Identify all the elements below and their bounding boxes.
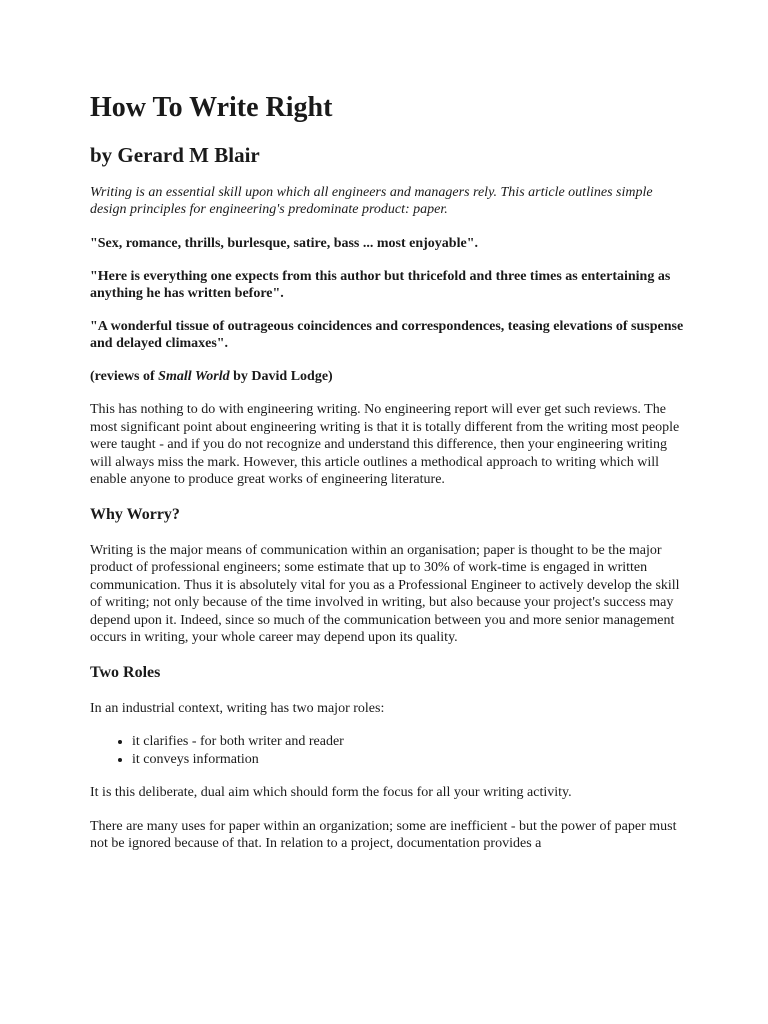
paper-uses-paragraph: There are many uses for paper within an organization; some are inefficient - but the power of paper must not be ignored because of that. In relation to a project, documentation provides a [90, 818, 677, 851]
article-intro: Writing is an essential skill upon which all engineers and managers rely. This article outlines simple design principles for engineering's predominate product: paper. [90, 185, 653, 217]
section-heading-two-roles: Two Roles [90, 663, 161, 681]
dual-aim-paragraph: It is this deliberate, dual aim which should form the focus for all your writing activity. [90, 785, 572, 800]
why-worry-paragraph: Writing is the major means of communication within an organisation; paper is thought to be the major product of professional engineers; some estimate that up to 30% of work-time is engaged in written communication. Thus it is absolutely vital for you as a Professional Engineer to actively develop the skill of writing; not only because of the time involved in writing, but also because your project's success may depend upon it. Indeed, since so much of the communication between you and more senior management occurs in writing, your whole career may depend upon its quality. [90, 542, 680, 645]
reviews-suffix: by David Lodge) [229, 369, 333, 384]
two-roles-lead: In an industrial context, writing has two major roles: [90, 700, 385, 716]
reviews-attribution [90, 368, 686, 385]
review-quote-2: "Here is everything one expects from this author but thricefold and three times as entertaining as anything he has written before". [90, 269, 671, 301]
section-heading-why-worry: Why Worry? [90, 505, 180, 523]
reviews-prefix: (reviews of [90, 369, 159, 384]
article-title: How To Write Right [90, 92, 333, 123]
roles-list [90, 733, 686, 769]
list-item: • it conveys information [132, 751, 686, 769]
intro-paragraph: This has nothing to do with engineering writing. No engineering report will ever get such reviews. The most significant point about engineering writing is that it is totally different from the writing most people were taught - and if you do not recognize and understand this difference, then your engineering writing will always miss the mark. However, this article outlines a methodical approach to writing which will enable anyone to produce great works of engineering literature. [90, 402, 680, 487]
review-quote-1: "Sex, romance, thrills, burlesque, satire, bass ... most enjoyable". [90, 236, 478, 251]
list-item: • it clarifies - for both writer and reader [132, 733, 686, 751]
article-author: by Gerard M Blair [90, 143, 260, 167]
reviews-book-title: Small World [158, 369, 230, 384]
review-quote-3: "A wonderful tissue of outrageous coincidences and correspondences, teasing elevations of suspense and delayed climaxes". [90, 319, 684, 351]
